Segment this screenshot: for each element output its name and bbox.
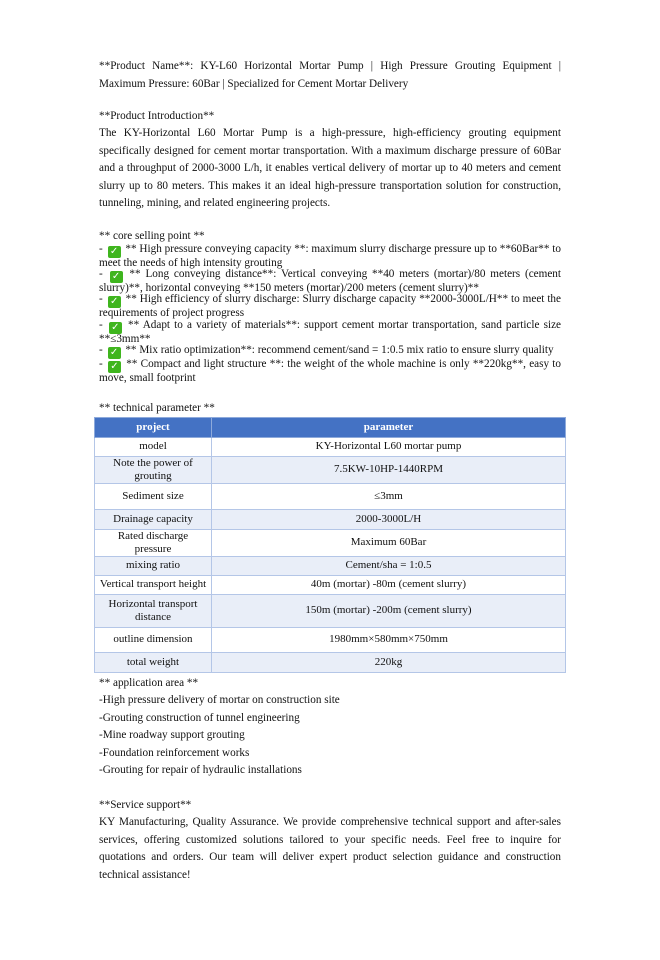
table-row [95, 456, 566, 483]
table-row [95, 652, 566, 672]
tech-table-wrapper [99, 415, 561, 668]
table-row [95, 529, 566, 556]
intro-title: **Product Introduction** [99, 110, 215, 122]
list-item: -Grouting construction of tunnel engineering [99, 711, 300, 724]
cell-parameter: 1980mm×580mm×750mm [212, 627, 566, 652]
table-row [95, 556, 566, 575]
check-mark-icon: ✓ [108, 347, 121, 359]
intro-text: The KY-Horizontal L60 Mortar Pump is a high-pressure, high-efficiency grouting equipment specifically designed for cement mortar transportation. With a maximum discharge pressure of 60Bar and a throughput of 2000-3000 L/h, it enables vertical delivery of mortar up to 40 meters and cement slurry up to 80 meters. This makes it an ideal high-pressure transportation solution for construction, tunneling, mining, and related engineering projects. [99, 127, 561, 209]
selling-item: - ✓ ** Long conveying distance**: Vertical conveying **40 meters (mortar)/80 meters (cement slurry)**, horizontal conveying **150 meters (mortar)/200 meters (cement slurry)** [99, 267, 561, 294]
selling-item: - ✓ ** Adapt to a variety of materials**: support cement mortar transportation, sand particle size **≤3mm** [99, 318, 561, 345]
selling-item: - ✓ ** High pressure conveying capacity **: maximum slurry discharge pressure up to **60Bar** to meet the needs of high intensity grouting [99, 242, 561, 269]
table-row [95, 627, 566, 652]
application-list [99, 692, 561, 780]
cell-project: Drainage capacity [95, 509, 212, 529]
table-header-row [95, 417, 566, 437]
table-row [95, 575, 566, 594]
cell-project: model [95, 437, 212, 456]
cell-project: Sediment size [95, 483, 212, 509]
cell-project: Vertical transport height [95, 575, 212, 594]
header-project: project [95, 417, 212, 437]
table-row [95, 437, 566, 456]
cell-project: mixing ratio [95, 556, 212, 575]
selling-list [99, 244, 561, 385]
cell-parameter: 7.5KW-10HP-1440RPM [212, 456, 566, 483]
list-item: -High pressure delivery of mortar on construction site [99, 694, 340, 707]
list-item: -Mine roadway support grouting [99, 729, 245, 742]
check-mark-icon: ✓ [108, 361, 121, 373]
cell-parameter: KY-Horizontal L60 mortar pump [212, 437, 566, 456]
cell-parameter: 40m (mortar) -80m (cement slurry) [212, 575, 566, 594]
tech-table [94, 417, 566, 673]
cell-project: Note the power of grouting [95, 456, 212, 483]
cell-parameter: 220kg [212, 652, 566, 672]
check-mark-icon: ✓ [109, 322, 122, 334]
cell-parameter: Maximum 60Bar [212, 529, 566, 556]
cell-parameter: 2000-3000L/H [212, 509, 566, 529]
service-text: KY Manufacturing, Quality Assurance. We provide comprehensive technical support and after-sales services, offering customized solutions tailored to your specific needs. Feel free to inquire for quotations and orders. Our team will deliver expert product selection guidance and construction technical assistance! [99, 816, 561, 881]
list-item: -Foundation reinforcement works [99, 746, 250, 759]
selling-item: - ✓ ** Mix ratio optimization**: recommend cement/sand = 1:0.5 mix ratio to ensure slurry quality [99, 344, 554, 359]
product-name: **Product Name**: KY-L60 Horizontal Mortar Pump | High Pressure Grouting Equipment | Maximum Pressure: 60Bar | Specialized for Cement Mortar Delivery [99, 60, 561, 90]
cell-parameter: ≤3mm [212, 483, 566, 509]
cell-parameter: 150m (mortar) -200m (cement slurry) [212, 594, 566, 627]
cell-project: Horizontal transport distance [95, 594, 212, 627]
table-row [95, 509, 566, 529]
service-title: **Service support** [99, 798, 192, 811]
cell-project: total weight [95, 652, 212, 672]
selling-item: - ✓ ** High efficiency of slurry discharge: Slurry discharge capacity **2000-3000L/H** to meet the requirements of project progress [99, 293, 561, 320]
header-parameter: parameter [212, 417, 566, 437]
document-page [99, 58, 561, 884]
cell-project: outline dimension [95, 627, 212, 652]
selling-item: - ✓ ** Compact and light structure **: the weight of the whole machine is only **220kg**, easy to move, small footprint [99, 358, 562, 385]
table-row [95, 483, 566, 509]
check-mark-icon: ✓ [110, 271, 123, 283]
list-item: -Grouting for repair of hydraulic installations [99, 764, 302, 777]
check-mark-icon: ✓ [108, 296, 121, 308]
cell-parameter: Cement/sha = 1:0.5 [212, 556, 566, 575]
cell-project: Rated discharge pressure [95, 529, 212, 556]
check-mark-icon: ✓ [108, 246, 121, 258]
table-row [95, 594, 566, 627]
tech-title: ** technical parameter ** [99, 401, 215, 414]
selling-title: ** core selling point ** [99, 229, 205, 242]
application-title: ** application area ** [99, 676, 199, 689]
